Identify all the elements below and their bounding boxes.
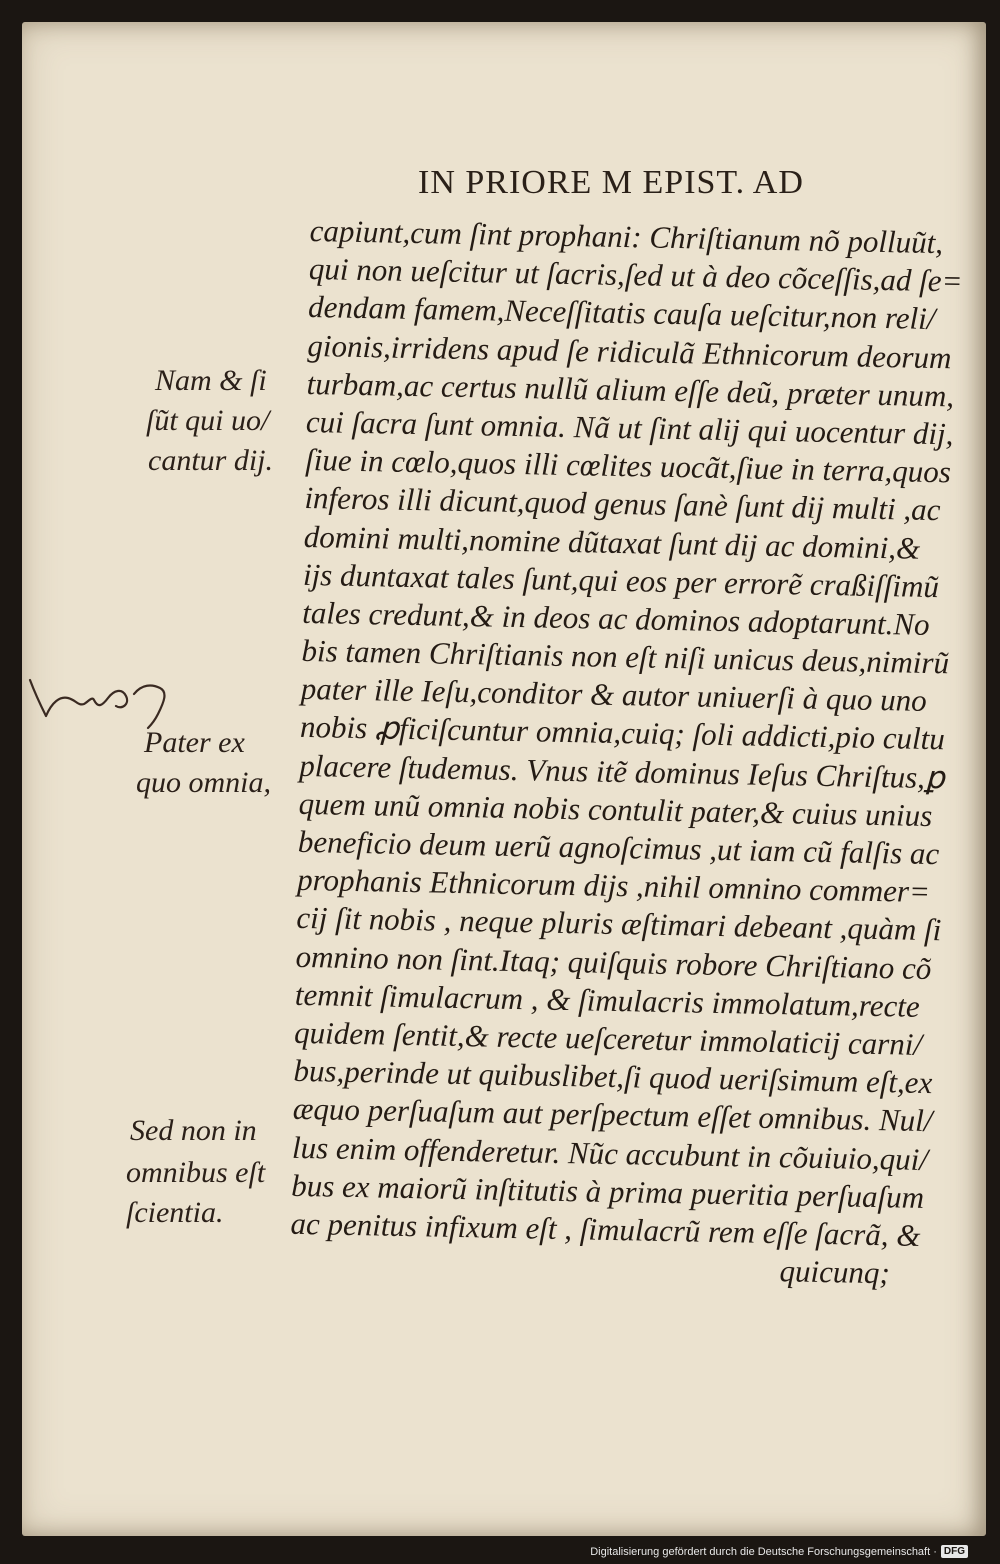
margin-note: cantur dij.	[148, 444, 273, 477]
book-page	[22, 22, 986, 1536]
text-line: ac penitus infixum eſt , ſimulacrũ rem eſſe ſacrã, &	[290, 1205, 921, 1253]
text-line: gionis,irridens apud ſe ridiculã Ethnicorum deorum	[307, 327, 952, 375]
text-line: ijs duntaxat tales ſunt,qui eos per errorẽ craßiſſimũ	[302, 556, 940, 604]
digitization-credit	[590, 1545, 968, 1558]
text-line: placere ſtudemus. Vnus itẽ dominus Ieſus Chriſtus,ꝑ	[299, 747, 945, 795]
text-line: quem unũ omnia nobis contulit pater,& cuius unius	[298, 785, 933, 833]
dfg-logo-icon: DFG	[941, 1545, 968, 1558]
text-line: temnit ſimulacrum , & ſimulacris immolatum,recte	[294, 976, 921, 1024]
margin-note: Nam & ſi	[155, 364, 267, 397]
text-line: quidem ſentit,& recte ueſceretur immolaticij carni/	[293, 1014, 923, 1062]
text-line: prophanis Ethnicorum dijs ,nihil omnino commer=	[296, 862, 931, 910]
text-line: cui ſacra ſunt omnia. Nã ut ſint alij qui uocentur dij,	[305, 403, 954, 452]
text-line: pater ille Ieſu,conditor & autor uniuerſi à quo uno	[300, 671, 928, 719]
text-line: dendam famem,Neceſſitatis cauſa ueſcitur,non reli/	[307, 289, 936, 337]
credit-text: Digitalisierung gefördert durch die Deutsche Forschungsgemeinschaft ·	[590, 1545, 937, 1558]
text-line: lus enim offenderetur. Nũc accubunt in cõuiuio,qui/	[291, 1129, 929, 1177]
text-line: capiunt,cum ſint prophani: Chriſtianum nõ polluũt,	[309, 212, 944, 261]
text-line: cij ſit nobis , neque pluris æſtimari debeant ,quàm ſi	[296, 900, 942, 948]
margin-note: Pater ex	[144, 726, 245, 759]
text-line: domini multi,nomine dũtaxat ſunt dij ac domini,&	[303, 518, 921, 566]
margin-note: ſcientia.	[126, 1196, 224, 1229]
text-line: ſiue in cœlo,quos illi cœlites uocãt,ſiue in terra,quos	[304, 442, 952, 490]
margin-note: ſũt qui uo/	[146, 404, 270, 437]
text-line: bis tamen Chriſtianis non eſt niſi unicus deus,nimirũ	[301, 632, 950, 681]
text-line: bus,perinde ut quibuslibet,ſi quod ueriſsimum eſt,ex	[293, 1052, 933, 1101]
text-line: tales credunt,& in deos ac dominos adoptarunt.No	[301, 594, 930, 642]
running-header: IN PRIORE M EPIST. AD	[418, 164, 804, 201]
text-line: omnino non ſint.Itaq; quiſquis robore Chriſtiano cõ	[295, 938, 932, 986]
text-line: beneficio deum uerũ agnoſcimus ,ut iam cũ falſis ac	[297, 823, 940, 872]
handwritten-mark-icon	[22, 662, 192, 732]
body-text	[289, 212, 963, 1293]
catchword: quicunq;	[779, 1253, 891, 1291]
text-line: inferos illi dicunt,quod genus ſanè ſunt dij multi ,ac	[304, 480, 941, 528]
text-line: nobis ꝓficiſcuntur omnia,cuiq; ſoli addicti,pio cultu	[299, 709, 946, 757]
margin-note: quo omnia,	[136, 766, 271, 799]
margin-note: omnibus eſt	[126, 1156, 266, 1189]
text-line: qui non ueſcitur ut ſacris,ſed ut à deo cõceſſis,ad ſe=	[308, 251, 963, 299]
text-line: turbam,ac certus nullũ alium eſſe deũ, præter unum,	[306, 365, 955, 414]
text-line: bus ex maiorũ inſtitutis à prima pueritia perſuaſum	[290, 1167, 925, 1215]
text-line: æquo perſuaſum aut perſpectum eſſet omnibus. Nul/	[292, 1091, 933, 1139]
margin-note: Sed non in	[130, 1114, 257, 1147]
